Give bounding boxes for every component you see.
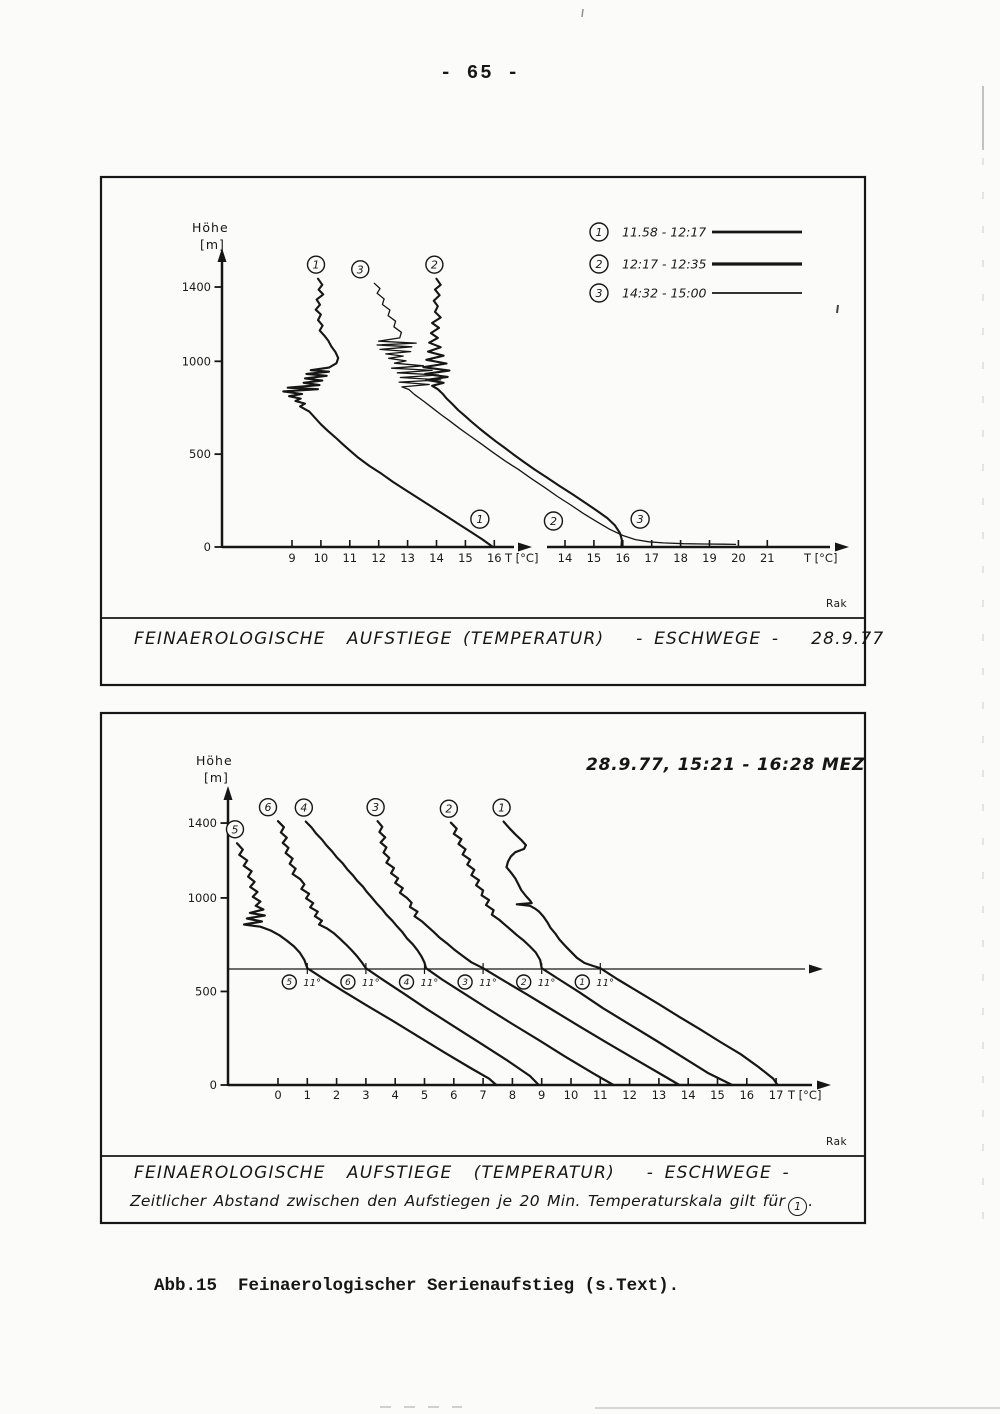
x-tick-label: 1 xyxy=(303,1088,311,1102)
x-tick-label: 14 xyxy=(557,551,573,565)
x-tick-label: 17 xyxy=(768,1088,784,1102)
line-label-1-digit: 1 xyxy=(579,978,586,989)
line-label-5-digit: 5 xyxy=(286,978,293,989)
x-tick-label: 14 xyxy=(680,1088,696,1102)
curve-top-label-3-digit: 3 xyxy=(356,263,364,277)
legend-item-2-digit: 2 xyxy=(595,258,603,271)
curve-bottom-label-1-digit: 1 xyxy=(476,513,484,527)
x-tick-label: 16 xyxy=(486,551,502,565)
y-tick-label: 500 xyxy=(189,447,211,462)
y-tick-label: 500 xyxy=(195,984,217,999)
fig2-y-axis-unit: [m] xyxy=(204,770,229,785)
x-tick-label: 12 xyxy=(622,1088,637,1102)
x-tick-label: 5 xyxy=(420,1088,429,1102)
page-number: - 65 - xyxy=(440,62,521,84)
temperature-curve-5 xyxy=(237,843,496,1085)
x-tick-label: 14 xyxy=(429,551,444,565)
x-tick-label: 16 xyxy=(739,1088,755,1102)
scan-speck-top xyxy=(582,9,583,17)
fig2-title: 28.9.77, 15:21 - 16:28 MEZ xyxy=(586,755,866,775)
x-tick-label: 18 xyxy=(673,551,688,565)
curve-top-label-1-digit: 1 xyxy=(498,801,506,815)
axis-arrow-right-icon xyxy=(809,964,823,973)
x-axis-unit-label: T [°C] xyxy=(804,551,838,565)
line-label-2-digit: 2 xyxy=(520,978,527,989)
x-tick-label: 3 xyxy=(362,1088,370,1102)
fig2-caption-line2-text: Zeitlicher Abstand zwischen den Aufstiegen je 20 Min. Temperaturskala gilt für xyxy=(130,1192,786,1210)
x-tick-label: 21 xyxy=(759,551,775,565)
legend-time-1: 11.58 - 12:17 xyxy=(622,224,707,240)
curve-top-label-2-digit: 2 xyxy=(445,802,453,816)
x-tick-label: 10 xyxy=(313,551,329,565)
fig1-y-axis-title: Höhe xyxy=(192,220,229,235)
fig2-caption-line2 xyxy=(130,1192,813,1216)
x-tick-label: 12 xyxy=(371,551,387,565)
x-tick-label: 13 xyxy=(651,1088,667,1102)
curve-top-label-6-digit: 6 xyxy=(264,801,272,815)
fig1-y-axis-unit: [m] xyxy=(200,237,225,252)
x-tick-label: 8 xyxy=(508,1088,517,1102)
x-axis-unit-label: T [°C] xyxy=(788,1088,822,1102)
curve-bottom-label-2-digit: 2 xyxy=(549,515,557,529)
x-tick-label: 16 xyxy=(615,551,631,565)
x-tick-label: 15 xyxy=(586,551,602,565)
x-tick-label: 10 xyxy=(563,1088,579,1102)
x-tick-label: 6 xyxy=(450,1088,458,1102)
line-label-6-digit: 6 xyxy=(345,978,351,989)
x-tick-label: 2 xyxy=(332,1088,341,1102)
x-tick-label: 9 xyxy=(538,1088,546,1102)
x-tick-label: 15 xyxy=(458,551,473,565)
fig1-credit: Rak xyxy=(826,598,848,610)
x-tick-label: 17 xyxy=(644,551,660,565)
y-tick-label: 0 xyxy=(209,1078,217,1092)
legend-time-2: 12:17 - 12:35 xyxy=(622,256,707,272)
axis-arrow-up-icon xyxy=(224,786,233,800)
legend-item-3-digit: 3 xyxy=(595,287,603,300)
x-tick-label: 11 xyxy=(592,1088,608,1102)
x-tick-label: 9 xyxy=(288,551,296,565)
temperature-curve-6 xyxy=(278,821,539,1085)
page-figure-caption: Abb.15 Feinaerologischer Serienaufstieg (s.Text). xyxy=(154,1276,680,1296)
temperature-curve-2 xyxy=(423,279,622,547)
curve-top-label-4-digit: 4 xyxy=(300,801,308,815)
y-tick-label: 1000 xyxy=(181,354,211,369)
temperature-curve-3 xyxy=(378,821,680,1085)
x-tick-label: 13 xyxy=(400,551,415,565)
fig2-y-axis-title: Höhe xyxy=(196,753,233,768)
legend-item-1-digit: 1 xyxy=(595,226,603,239)
temperature-curve-1 xyxy=(504,822,778,1085)
x-tick-label: 7 xyxy=(479,1088,487,1102)
x-tick-label: 11 xyxy=(342,551,358,565)
line-temp-label-1: 11° xyxy=(596,977,615,989)
fig2-caption-line1: FEINAEROLOGISCHE AUFSTIEGE (TEMPERATUR) - ESCHWEGE - xyxy=(134,1163,790,1183)
y-tick-label: 1400 xyxy=(187,816,217,831)
line-temp-label-6: 11° xyxy=(361,977,380,989)
x-tick-label: 20 xyxy=(731,551,746,565)
x-tick-label: 4 xyxy=(391,1088,399,1102)
line-temp-label-4: 11° xyxy=(420,977,439,989)
curve-top-label-3-digit: 3 xyxy=(372,801,380,815)
line-temp-label-3: 11° xyxy=(479,977,497,989)
temperature-curve-2 xyxy=(451,823,732,1085)
curve-bottom-label-3-digit: 3 xyxy=(636,513,644,527)
chart2-serial-ascents xyxy=(188,786,831,1102)
x-tick-label: 19 xyxy=(702,551,717,565)
x-tick-label: 15 xyxy=(710,1088,725,1102)
y-tick-label: 1400 xyxy=(181,280,211,295)
curve-top-label-1-digit: 1 xyxy=(312,258,320,272)
circled-1-icon: 1 xyxy=(788,1197,807,1216)
curve-top-label-2-digit: 2 xyxy=(430,258,438,272)
curve-top-label-5-digit: 5 xyxy=(231,823,239,837)
x-tick-label: 0 xyxy=(274,1088,282,1102)
legend-time-3: 14:32 - 15:00 xyxy=(622,285,707,301)
line-temp-label-5: 11° xyxy=(303,977,322,989)
fig2-caption-line2-period: . xyxy=(808,1192,814,1210)
chart1-temperature-profiles xyxy=(182,223,849,565)
y-tick-label: 0 xyxy=(203,540,211,554)
line-label-3-digit: 3 xyxy=(462,978,468,989)
fig2-credit: Rak xyxy=(826,1136,848,1148)
y-tick-label: 1000 xyxy=(187,890,217,905)
line-temp-label-2: 11° xyxy=(537,977,556,989)
fig1-caption: FEINAEROLOGISCHE AUFSTIEGE (TEMPERATUR) - ESCHWEGE - 28.9.77 xyxy=(134,629,885,649)
x-axis-unit-label: T [°C] xyxy=(505,551,539,565)
line-label-4-digit: 4 xyxy=(403,978,410,989)
scan-speck-legend xyxy=(837,305,838,313)
